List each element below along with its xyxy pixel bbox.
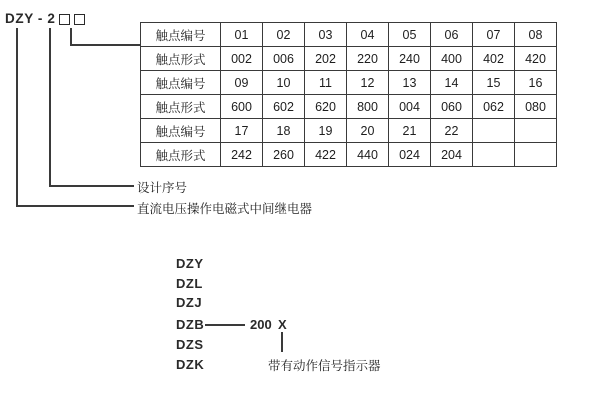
- table-cell: 402: [473, 47, 515, 71]
- table-cell: 10: [263, 71, 305, 95]
- dzb-dash-line: [205, 324, 245, 326]
- table-row: [141, 23, 557, 47]
- table-cell: 05: [389, 23, 431, 47]
- table-cell: [515, 119, 557, 143]
- table-cell: 620: [305, 95, 347, 119]
- table-cell: 004: [389, 95, 431, 119]
- table-cell: 242: [221, 143, 263, 167]
- table-row: [141, 47, 557, 71]
- leader-line-relay-vertical: [16, 28, 18, 206]
- table-cell: 13: [389, 71, 431, 95]
- row-label: 触点编号: [141, 119, 221, 143]
- leader-line-relay-horizontal: [16, 205, 134, 207]
- table-cell: [515, 143, 557, 167]
- series-item-dzk: DZK: [176, 357, 205, 372]
- table-cell: 204: [431, 143, 473, 167]
- design-serial-label: 设计序号: [137, 181, 188, 195]
- table-cell: 220: [347, 47, 389, 71]
- table-cell: 024: [389, 143, 431, 167]
- series-item-dzj: DZJ: [176, 295, 203, 310]
- table-cell: 422: [305, 143, 347, 167]
- table-cell: 21: [389, 119, 431, 143]
- table-cell: 20: [347, 119, 389, 143]
- table-cell: 006: [263, 47, 305, 71]
- relay-description-label: 直流电压操作电磁式中间继电器: [137, 202, 313, 216]
- table-cell: 080: [515, 95, 557, 119]
- row-label: 触点编号: [141, 71, 221, 95]
- dzb-variant-x: X: [278, 317, 287, 332]
- table-cell: 600: [221, 95, 263, 119]
- table-cell: 01: [221, 23, 263, 47]
- table-cell: 062: [473, 95, 515, 119]
- table-cell: 002: [221, 47, 263, 71]
- table-cell: [473, 143, 515, 167]
- table-cell: 11: [305, 71, 347, 95]
- table-cell: 06: [431, 23, 473, 47]
- model-code-prefix: DZY - 2: [5, 11, 56, 26]
- leader-line-serial-vertical: [49, 28, 51, 186]
- table-cell: 440: [347, 143, 389, 167]
- dzb-number: 200: [250, 317, 272, 332]
- table-cell: 15: [473, 71, 515, 95]
- table-cell: 22: [431, 119, 473, 143]
- table-cell: 400: [431, 47, 473, 71]
- row-label: 触点编号: [141, 23, 221, 47]
- table-row: [141, 71, 557, 95]
- series-item-dzy: DZY: [176, 256, 204, 271]
- series-item-dzb: DZB: [176, 317, 205, 332]
- table-cell: 19: [305, 119, 347, 143]
- table-cell: 420: [515, 47, 557, 71]
- table-row: [141, 119, 557, 143]
- table-cell: 800: [347, 95, 389, 119]
- model-digit-box-2: [74, 14, 85, 25]
- model-digit-box-1: [59, 14, 70, 25]
- table-cell: 12: [347, 71, 389, 95]
- row-label: 触点形式: [141, 143, 221, 167]
- row-label: 触点形式: [141, 95, 221, 119]
- table-cell: 17: [221, 119, 263, 143]
- table-cell: [473, 119, 515, 143]
- table-row: [141, 95, 557, 119]
- row-label: 触点形式: [141, 47, 221, 71]
- table-cell: 260: [263, 143, 305, 167]
- table-cell: 09: [221, 71, 263, 95]
- variant-note-label: 带有动作信号指示器: [268, 359, 381, 373]
- table-cell: 18: [263, 119, 305, 143]
- table-cell: 07: [473, 23, 515, 47]
- table-cell: 060: [431, 95, 473, 119]
- table-cell: 03: [305, 23, 347, 47]
- table-cell: 04: [347, 23, 389, 47]
- table-row: [141, 143, 557, 167]
- leader-line-table-vertical: [70, 28, 72, 45]
- leader-line-serial-horizontal: [49, 185, 134, 187]
- series-item-dzl: DZL: [176, 276, 203, 291]
- table-cell: 02: [263, 23, 305, 47]
- model-code: [5, 11, 85, 26]
- table-cell: 202: [305, 47, 347, 71]
- table-cell: 16: [515, 71, 557, 95]
- table-cell: 14: [431, 71, 473, 95]
- contact-code-table: [140, 22, 557, 167]
- variant-leader-line: [281, 332, 283, 352]
- table-cell: 08: [515, 23, 557, 47]
- leader-line-table-horizontal: [70, 44, 140, 46]
- table-cell: 240: [389, 47, 431, 71]
- series-item-dzs: DZS: [176, 337, 204, 352]
- table-cell: 602: [263, 95, 305, 119]
